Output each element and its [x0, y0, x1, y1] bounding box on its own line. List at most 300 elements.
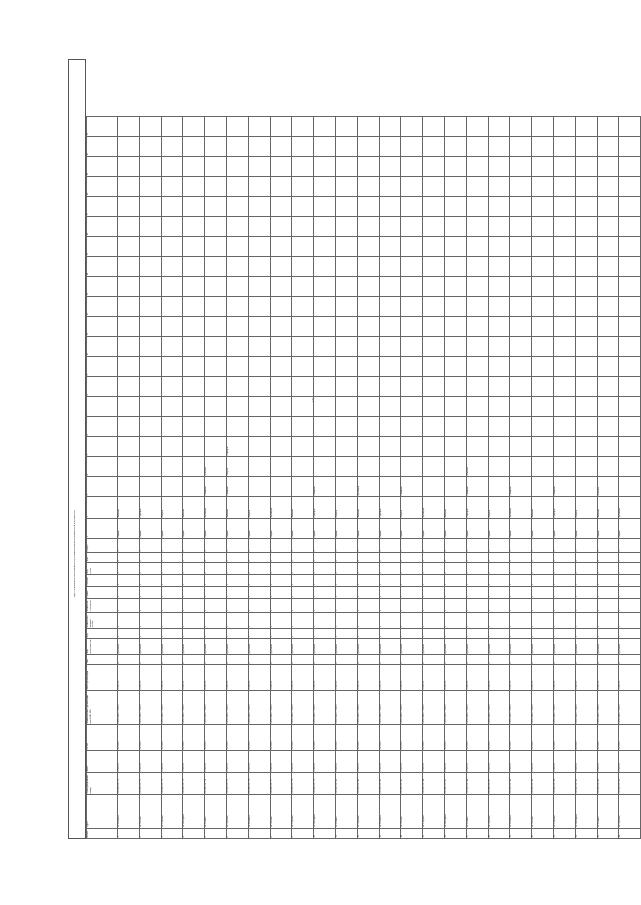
- table-cell: [139, 177, 161, 197]
- table-cell: 1: [401, 575, 423, 587]
- table-cell: 0: [619, 563, 641, 575]
- column-header: 21: [87, 117, 118, 137]
- table-cell: [488, 137, 510, 157]
- table-cell: 0 000 00: [532, 665, 554, 691]
- table-cell: [118, 417, 140, 437]
- table-cell: [532, 297, 554, 317]
- table-row: [357, 117, 379, 839]
- table-cell: [357, 397, 379, 417]
- table-cell: 0: [292, 553, 314, 563]
- table-cell: [248, 357, 270, 377]
- table-cell: [161, 297, 183, 317]
- table-cell: [510, 417, 532, 437]
- table-cell: [292, 117, 314, 137]
- table-cell: [510, 437, 532, 457]
- table-cell: 01-002/ 92 786: [466, 773, 488, 795]
- table-cell: [205, 177, 227, 197]
- table-cell: [314, 457, 336, 477]
- table-cell: [619, 177, 641, 197]
- table-cell: Ковалёв: [597, 477, 619, 497]
- table-cell: [205, 157, 227, 177]
- column-header: 16: [87, 217, 118, 237]
- table-cell: [357, 337, 379, 357]
- column-header: Регистрационный номер: [87, 773, 118, 795]
- table-cell: [183, 117, 205, 137]
- table-cell: 1: [161, 613, 183, 629]
- table-cell: [401, 137, 423, 157]
- table-cell: к: [292, 655, 314, 665]
- column-header: 2: [87, 497, 118, 519]
- table-cell: 0 000 00: [423, 665, 445, 691]
- table-cell: [335, 317, 357, 337]
- table-row: [423, 117, 445, 839]
- table-row: [575, 117, 597, 839]
- table-cell: грузовой: [619, 639, 641, 655]
- table-cell: [575, 237, 597, 257]
- table-cell: [575, 417, 597, 437]
- table-cell: 1: [466, 575, 488, 587]
- table-cell: 1: [619, 629, 641, 639]
- table-cell: [205, 417, 227, 437]
- table-cell: 0: [597, 563, 619, 575]
- table-cell: [270, 397, 292, 417]
- column-header: 6: [87, 417, 118, 437]
- table-cell: [575, 177, 597, 197]
- table-cell: [118, 277, 140, 297]
- column-header: 14: [87, 257, 118, 277]
- table-cell: 1: [423, 613, 445, 629]
- column-header: Дата: [87, 553, 118, 563]
- table-cell: [532, 217, 554, 237]
- table-cell: [532, 197, 554, 217]
- table-cell: 1: [335, 613, 357, 629]
- header-title: Адреса и реквизиты плательщиков и участников внешнеэкономической деятельности: [73, 510, 76, 598]
- table-cell: грузовой: [532, 639, 554, 655]
- table-cell: [488, 297, 510, 317]
- table-cell: Смирнов: [510, 477, 532, 497]
- table-cell: [314, 357, 336, 377]
- table-cell: [292, 197, 314, 217]
- table-cell: 1: [510, 613, 532, 629]
- table-cell: 0: [183, 539, 205, 553]
- table-cell: Фирма: [118, 519, 140, 539]
- table-cell: [314, 157, 336, 177]
- table-cell: Сидоров: [314, 497, 336, 519]
- table-cell: 1: [357, 587, 379, 599]
- table-cell: [139, 257, 161, 277]
- table-cell: [314, 197, 336, 217]
- table-cell: [248, 437, 270, 457]
- table-cell: 1: [335, 575, 357, 587]
- table-cell: 1: [357, 629, 379, 639]
- table-cell: 2: [139, 829, 161, 839]
- table-cell: [619, 117, 641, 137]
- table-cell: [357, 417, 379, 437]
- table-cell: [401, 257, 423, 277]
- table-cell: [379, 257, 401, 277]
- table-cell: 00 0000: [379, 725, 401, 751]
- table-cell: [226, 157, 248, 177]
- table-cell: [270, 217, 292, 237]
- table-cell: [248, 277, 270, 297]
- table-cell: [553, 217, 575, 237]
- table-cell: 1: [314, 629, 336, 639]
- table-cell: [553, 457, 575, 477]
- table-cell: грузовой: [248, 639, 270, 655]
- table-cell: [118, 157, 140, 177]
- table-cell: 00 0000: [292, 725, 314, 751]
- table-cell: [553, 117, 575, 137]
- table-cell: [248, 117, 270, 137]
- table-cell: [553, 197, 575, 217]
- table-cell: [292, 157, 314, 177]
- table-cell: 0: [314, 539, 336, 553]
- table-cell: к: [161, 655, 183, 665]
- table-cell: 0 000 00: [248, 751, 270, 773]
- table-cell: к: [401, 655, 423, 665]
- table-cell: 0 000 00: [575, 665, 597, 691]
- table-cell: [532, 157, 554, 177]
- table-cell: 1: [510, 599, 532, 613]
- table-cell: [532, 117, 554, 137]
- column-header: 11: [87, 317, 118, 337]
- table-cell: к: [532, 655, 554, 665]
- column-header: 15: [87, 237, 118, 257]
- column-header: 20: [87, 137, 118, 157]
- table-cell: [314, 117, 336, 137]
- table-cell: грузовой: [379, 639, 401, 655]
- table-cell: [118, 177, 140, 197]
- table-cell: [553, 257, 575, 277]
- table-cell: 1: [139, 629, 161, 639]
- table-cell: Сидоров: [553, 497, 575, 519]
- table-cell: [379, 117, 401, 137]
- table-cell: 0: [488, 563, 510, 575]
- table-cell: [183, 197, 205, 217]
- table-cell: [488, 197, 510, 217]
- table-cell: 00 0000: [466, 725, 488, 751]
- table-cell: 0: [466, 553, 488, 563]
- table-cell: 1: [597, 629, 619, 639]
- table-cell: грузовой: [444, 639, 466, 655]
- table-cell: [379, 397, 401, 417]
- table-cell: ООО «Вес» 7000 0: [423, 691, 445, 725]
- table-cell: [401, 117, 423, 137]
- table-cell: [335, 117, 357, 137]
- table-cell: Ул. Лесная: [139, 795, 161, 829]
- table-cell: 0: [553, 563, 575, 575]
- table-cell: [532, 317, 554, 337]
- table-cell: [139, 277, 161, 297]
- table-cell: 1: [488, 629, 510, 639]
- table-cell: 1: [357, 613, 379, 629]
- table-cell: [183, 417, 205, 437]
- table-cell: Иванова: [597, 497, 619, 519]
- table-cell: [488, 477, 510, 497]
- table-cell: 00 0000: [444, 725, 466, 751]
- table-cell: ООО «Вес» 7000 0: [205, 691, 227, 725]
- table-cell: к: [423, 655, 445, 665]
- table-cell: [161, 157, 183, 177]
- table-cell: [510, 257, 532, 277]
- table-cell: [226, 257, 248, 277]
- table-cell: 1: [226, 613, 248, 629]
- table-cell: Петров: [226, 457, 248, 477]
- column-header: Количество объектов: [87, 599, 118, 613]
- table-cell: [183, 357, 205, 377]
- table-cell: грузовой: [553, 639, 575, 655]
- table-cell: Фирма: [619, 519, 641, 539]
- table-cell: к: [183, 655, 205, 665]
- table-cell: 1: [401, 599, 423, 613]
- table-cell: [575, 157, 597, 177]
- table-cell: к: [335, 655, 357, 665]
- table-cell: [335, 137, 357, 157]
- table-cell: [270, 177, 292, 197]
- table-cell: [597, 457, 619, 477]
- table-cell: Ул. Луговая: [357, 795, 379, 829]
- table-cell: [139, 377, 161, 397]
- table-cell: [619, 397, 641, 417]
- table-cell: [553, 417, 575, 437]
- table-cell: [292, 477, 314, 497]
- table-cell: к: [205, 655, 227, 665]
- table-cell: [161, 477, 183, 497]
- table-cell: 00 0000: [335, 725, 357, 751]
- table-cell: [357, 377, 379, 397]
- table-cell: [379, 177, 401, 197]
- table-cell: 1: [597, 613, 619, 629]
- table-cell: [401, 177, 423, 197]
- table-cell: [335, 397, 357, 417]
- table-cell: [248, 217, 270, 237]
- table-cell: 0 000 00: [118, 751, 140, 773]
- table-cell: ООО «Вес» 7000 0: [357, 691, 379, 725]
- table-cell: [619, 157, 641, 177]
- table-cell: [139, 297, 161, 317]
- table-cell: [270, 477, 292, 497]
- table-cell: грузовой: [292, 639, 314, 655]
- table-cell: [183, 397, 205, 417]
- table-cell: 1: [205, 599, 227, 613]
- table-cell: [575, 257, 597, 277]
- table-cell: 1: [401, 613, 423, 629]
- table-cell: 1: [575, 613, 597, 629]
- rotated-table-container: [68, 59, 622, 839]
- table-cell: Ул. Садовая: [553, 795, 575, 829]
- table-cell: [161, 217, 183, 237]
- table-cell: 00 0000: [118, 725, 140, 751]
- table-cell: [619, 237, 641, 257]
- table-cell: 11: [335, 829, 357, 839]
- table-cell: 0 000 00: [379, 751, 401, 773]
- table-cell: [532, 137, 554, 157]
- table-cell: 1: [575, 629, 597, 639]
- table-cell: Иванова: [292, 497, 314, 519]
- table-cell: [532, 277, 554, 297]
- table-cell: [466, 197, 488, 217]
- table-cell: 1: [183, 575, 205, 587]
- table-cell: [118, 377, 140, 397]
- table-cell: 0: [183, 563, 205, 575]
- table-cell: к: [139, 655, 161, 665]
- table-cell: 0: [553, 553, 575, 563]
- table-cell: [423, 297, 445, 317]
- table-cell: [357, 237, 379, 257]
- table-cell: Фирма: [423, 519, 445, 539]
- table-cell: грузовой: [597, 639, 619, 655]
- table-cell: 13: [379, 829, 401, 839]
- table-cell: [379, 317, 401, 337]
- table-cell: 1: [444, 575, 466, 587]
- table-cell: [357, 457, 379, 477]
- table-header-row: [87, 117, 118, 839]
- table-cell: [226, 237, 248, 257]
- table-cell: 0: [118, 553, 140, 563]
- table-cell: [183, 457, 205, 477]
- table-cell: [118, 237, 140, 257]
- table-cell: [619, 377, 641, 397]
- table-cell: 1: [139, 575, 161, 587]
- table-cell: Фирма: [379, 519, 401, 539]
- table-cell: 0: [357, 553, 379, 563]
- table-cell: Ул. Речная: [597, 795, 619, 829]
- table-cell: 0: [401, 563, 423, 575]
- table-cell: Ул. Нагорная: [183, 795, 205, 829]
- table-cell: [226, 357, 248, 377]
- table-cell: [379, 277, 401, 297]
- table-cell: 0 000 00: [466, 751, 488, 773]
- table-cell: [401, 197, 423, 217]
- table-row: [488, 117, 510, 839]
- table-cell: [161, 277, 183, 297]
- table-cell: 1: [314, 613, 336, 629]
- table-cell: [488, 117, 510, 137]
- table-cell: 0 000 00: [118, 665, 140, 691]
- table-cell: [379, 297, 401, 317]
- table-cell: [118, 357, 140, 377]
- table-cell: [335, 177, 357, 197]
- table-cell: 0: [139, 563, 161, 575]
- table-cell: 1: [488, 599, 510, 613]
- column-header: 18: [87, 177, 118, 197]
- table-cell: [575, 437, 597, 457]
- table-cell: 1: [379, 629, 401, 639]
- table-cell: 1: [183, 599, 205, 613]
- table-cell: [444, 477, 466, 497]
- table-cell: Петров: [335, 497, 357, 519]
- table-cell: Смирнов: [226, 477, 248, 497]
- table-cell: [553, 177, 575, 197]
- table-cell: 1: [139, 599, 161, 613]
- table-row: [270, 117, 292, 839]
- table-cell: Ковалёв: [205, 457, 227, 477]
- table-cell: [510, 197, 532, 217]
- table-cell: 1: [226, 575, 248, 587]
- table-cell: [444, 177, 466, 197]
- table-cell: [575, 277, 597, 297]
- table-cell: [118, 317, 140, 337]
- table-cell: ООО «Вес» 7000 0: [183, 691, 205, 725]
- table-cell: к: [488, 655, 510, 665]
- table-cell: [226, 197, 248, 217]
- table-cell: 1: [183, 613, 205, 629]
- table-cell: [248, 477, 270, 497]
- table-cell: 0: [205, 563, 227, 575]
- table-cell: Иванова: [183, 497, 205, 519]
- column-header: № п/п: [87, 829, 118, 839]
- table-cell: 00 0000: [510, 725, 532, 751]
- table-cell: [510, 297, 532, 317]
- table-cell: ООО «Вес» 7000 0: [248, 691, 270, 725]
- table-cell: [161, 317, 183, 337]
- table-row: [379, 117, 401, 839]
- table-cell: [423, 397, 445, 417]
- table-cell: Петров: [401, 497, 423, 519]
- table-cell: Фирма: [314, 519, 336, 539]
- table-cell: [314, 337, 336, 357]
- table-cell: [466, 377, 488, 397]
- table-cell: ООО «Вес» 7000 0: [575, 691, 597, 725]
- table-cell: 01-002/ 92 791: [575, 773, 597, 795]
- table-cell: [139, 217, 161, 237]
- table-cell: 7: [248, 829, 270, 839]
- table-cell: 1: [488, 587, 510, 599]
- table-cell: [379, 137, 401, 157]
- table-cell: [183, 157, 205, 177]
- table-cell: Ул. Нагорная: [575, 795, 597, 829]
- table-cell: ООО «Вес» 7000 0: [139, 691, 161, 725]
- table-cell: [575, 297, 597, 317]
- column-header: Код: [87, 629, 118, 639]
- table-cell: 1: [161, 575, 183, 587]
- table-cell: 1: [118, 575, 140, 587]
- table-cell: [379, 457, 401, 477]
- table-cell: 1: [118, 587, 140, 599]
- table-cell: 1: [314, 599, 336, 613]
- table-cell: 00 0000: [553, 725, 575, 751]
- table-cell: 0 000 00: [444, 751, 466, 773]
- table-cell: [314, 137, 336, 157]
- table-cell: 0: [335, 553, 357, 563]
- table-cell: 00 0000: [270, 725, 292, 751]
- column-header: Адрес: [87, 795, 118, 829]
- table-cell: [118, 197, 140, 217]
- table-cell: [248, 257, 270, 277]
- table-cell: Ул. Речная: [205, 795, 227, 829]
- table-cell: [314, 217, 336, 237]
- table-cell: 00 0000: [488, 725, 510, 751]
- table-cell: 1: [379, 587, 401, 599]
- table-cell: 0: [619, 553, 641, 563]
- table-cell: [619, 257, 641, 277]
- table-cell: 01-002/ 92 785: [444, 773, 466, 795]
- table-cell: Петров: [488, 497, 510, 519]
- table-cell: [205, 237, 227, 257]
- table-cell: [139, 197, 161, 217]
- table-cell: Фирма: [205, 519, 227, 539]
- table-cell: [444, 337, 466, 357]
- table-cell: Ул. Речная: [466, 795, 488, 829]
- table-cell: 0: [379, 539, 401, 553]
- table-cell: Смирнов: [466, 477, 488, 497]
- table-cell: 01-002/ 92 775: [226, 773, 248, 795]
- table-cell: 8: [270, 829, 292, 839]
- table-cell: [553, 437, 575, 457]
- table-cell: Фирма: [510, 519, 532, 539]
- table-cell: [466, 337, 488, 357]
- table-cell: [423, 457, 445, 477]
